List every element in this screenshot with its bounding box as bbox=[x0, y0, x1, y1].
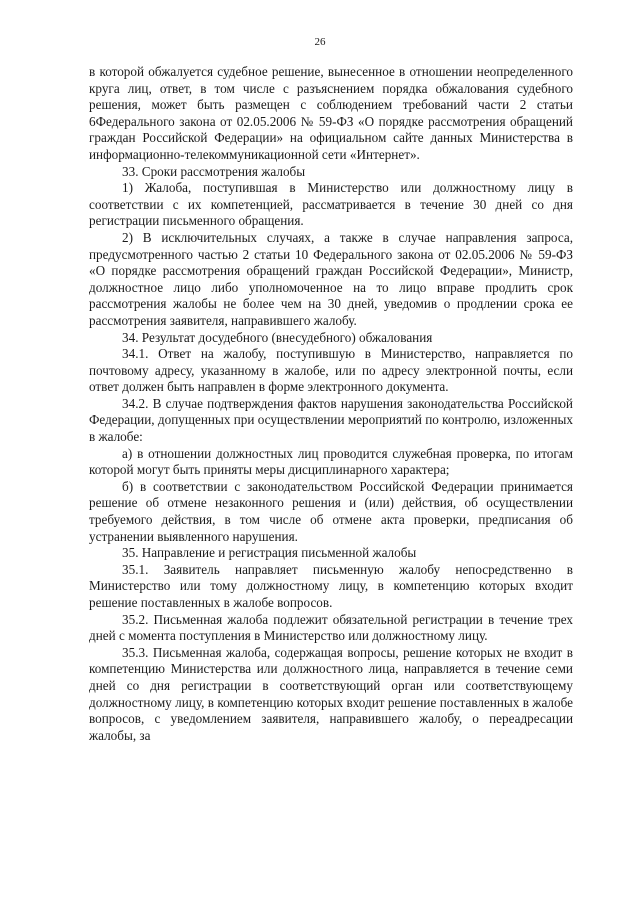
paragraph-35-3: 35.3. Письменная жалоба, содержащая вопросы, решение которых не входит в компетенцию Министерства или должностного лица, направляется в течение семи дней со дня регистрации в соответствующий орган или соответствующему должностному лицу, в компетенцию которых входит решение поставленных в жалобе вопросов, с уведомлением заявителя, направившего жалобу, о переадресации жалобы, за bbox=[89, 644, 573, 743]
paragraph-33-2: 2) В исключительных случаях, а также в случае направления запроса, предусмотренного частью 2 статьи 10 Федерального закона от 02.05.2006 № 59-ФЗ «О порядке рассмотрения обращений граждан Российской Федерации», Министр, должностное лицо либо уполномоченное на то лицо вправе продлить срок рассмотрения жалобы не более чем на 30 дней, уведомив о продлении срока ее рассмотрения заявителя, направившего жалобу. bbox=[89, 229, 573, 328]
paragraph-34-1: 34.1. Ответ на жалобу, поступившую в Министерство, направляется по почтовому адресу, указанному в жалобе, или по адресу электронной почты, если ответ должен быть направлен в форме электронного документа. bbox=[89, 346, 573, 395]
paragraph-continuation: в которой обжалуется судебное решение, вынесенное в отношении неопределенного круга лиц, ответ, в том числе с разъяснением порядка обжалования судебного решения, может быть размещен с соблюдением требований части 2 статьи 6Федерального закона от 02.05.2006 № 59-ФЗ «О порядке рассмотрения обращений граждан Российской Федерации» на официальном сайте данных Министерства в информационно-телекоммуникационной сети «Интернет». bbox=[89, 64, 573, 162]
paragraph-34-2: 34.2. В случае подтверждения фактов нарушения законодательства Российской Федерации, допущенных при осуществлении мероприятий по контролю, изложенных в жалобе: bbox=[89, 395, 573, 445]
section-heading-35: 35. Направление и регистрация письменной жалобы bbox=[122, 545, 417, 561]
paragraph-35-2: 35.2. Письменная жалоба подлежит обязательной регистрации в течение трех дней с момента поступления в Министерство или должностному лицу. bbox=[89, 611, 573, 644]
paragraph-34-2-b: б) в соответствии с законодательством Российской Федерации принимается решение об отмене незаконного решения и (или) действия, об осуществлении требуемого действия, в том числе об отмене акта проверки, предписания об устранении выявленного нарушения. bbox=[89, 478, 573, 544]
paragraph-33-1: 1) Жалоба, поступившая в Министерство или должностному лицу в соответствии с их компетенцией, рассматривается в течение 30 дней со дня регистрации письменного обращения. bbox=[89, 180, 573, 229]
section-heading-34: 34. Результат досудебного (внесудебного) обжалования bbox=[122, 329, 433, 345]
section-heading-33: 33. Сроки рассмотрения жалобы bbox=[122, 163, 306, 179]
document-body bbox=[89, 64, 573, 744]
page-number: 26 bbox=[314, 36, 326, 48]
paragraph-35-1: 35.1. Заявитель направляет письменную жалобу непосредственно в Министерство или тому должностному лицу, в компетенцию которых входит решение поставленных в жалобе вопросов. bbox=[89, 561, 573, 610]
paragraph-34-2-a: а) в отношении должностных лиц проводится служебная проверка, по итогам которой могут быть приняты меры дисциплинарного характера; bbox=[89, 445, 573, 478]
